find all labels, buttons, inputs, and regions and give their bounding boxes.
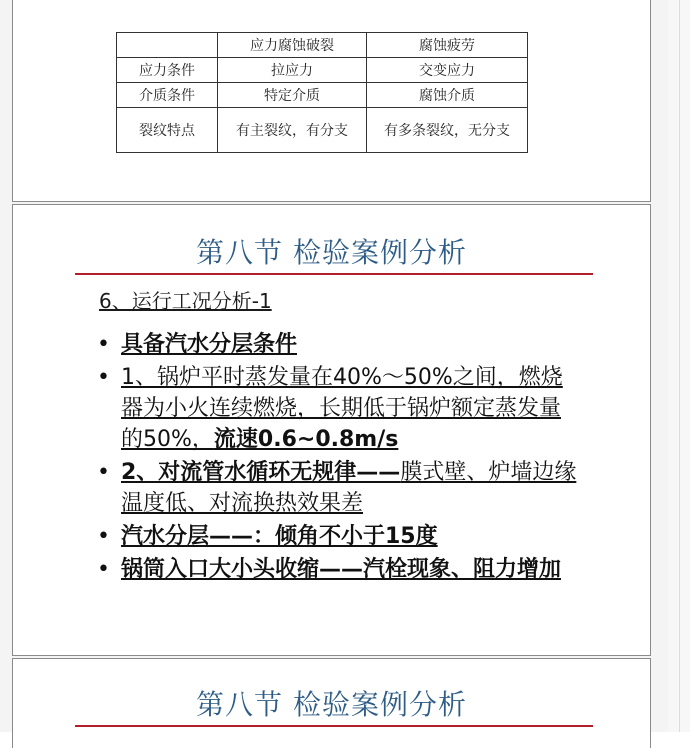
title-divider: [75, 273, 593, 275]
list-item: [97, 362, 577, 455]
table-cell: 介质条件: [117, 83, 218, 108]
list-item: [97, 457, 577, 519]
bullet-list: [97, 329, 577, 587]
table-row: [117, 108, 528, 153]
slide-title: 第八节 检验案例分析: [196, 688, 467, 721]
bullet-text: 具备汽水分层条件: [121, 332, 298, 357]
bullet-text: 汽水分层——：倾角不小于15度: [121, 524, 438, 549]
table-cell: 拉应力: [218, 58, 367, 83]
scrollbar-line: [679, 0, 680, 732]
slide-next-partial: [12, 658, 651, 748]
bullet-icon: •: [97, 557, 110, 582]
table-cell: 腐蚀介质: [367, 83, 528, 108]
table-cell: 交变应力: [367, 58, 528, 83]
table-header-row: [117, 33, 528, 58]
table-cell: 裂纹特点: [117, 108, 218, 153]
list-item: [97, 329, 577, 360]
bullet-text-bold: 流速0.6~0.8m/s: [213, 427, 399, 452]
bullet-text-bold: 2、对流管水循环无规律——: [121, 460, 401, 485]
bullet-icon: •: [97, 332, 110, 357]
bullet-text: 锅筒入口大小头收缩——汽栓现象、阻力增加: [121, 557, 562, 582]
slide-comparison-table: [12, 0, 651, 202]
section-subheading: 6、运行工况分析-1: [99, 289, 272, 313]
table-cell: 有主裂纹，有分支: [218, 108, 367, 153]
table-row: [117, 83, 528, 108]
table-cell: 有多条裂纹，无分支: [367, 108, 528, 153]
list-item: [97, 554, 577, 585]
table-cell: 应力条件: [117, 58, 218, 83]
list-item: [97, 521, 577, 552]
table-cell: 特定介质: [218, 83, 367, 108]
table-cell: [117, 33, 218, 58]
bullet-text: 膜式壁、炉墙边缘温度低、对流换热效果差: [121, 460, 577, 516]
slide-title: 第八节 检验案例分析: [196, 236, 467, 269]
table-row: [117, 58, 528, 83]
comparison-table: [116, 32, 528, 153]
slide-case-analysis: [12, 204, 651, 656]
bullet-icon: •: [97, 524, 110, 549]
bullet-icon: •: [97, 365, 110, 390]
bullet-text: 1、锅炉平时蒸发量在40%～50%之间，燃烧器为小火连续燃烧，长期低于锅炉额定蒸发量的50%，: [121, 365, 563, 452]
bullet-icon: •: [97, 460, 110, 485]
table-header-cell: 应力腐蚀破裂: [218, 33, 367, 58]
title-divider: [75, 725, 593, 727]
table-header-cell: 腐蚀疲劳: [367, 33, 528, 58]
